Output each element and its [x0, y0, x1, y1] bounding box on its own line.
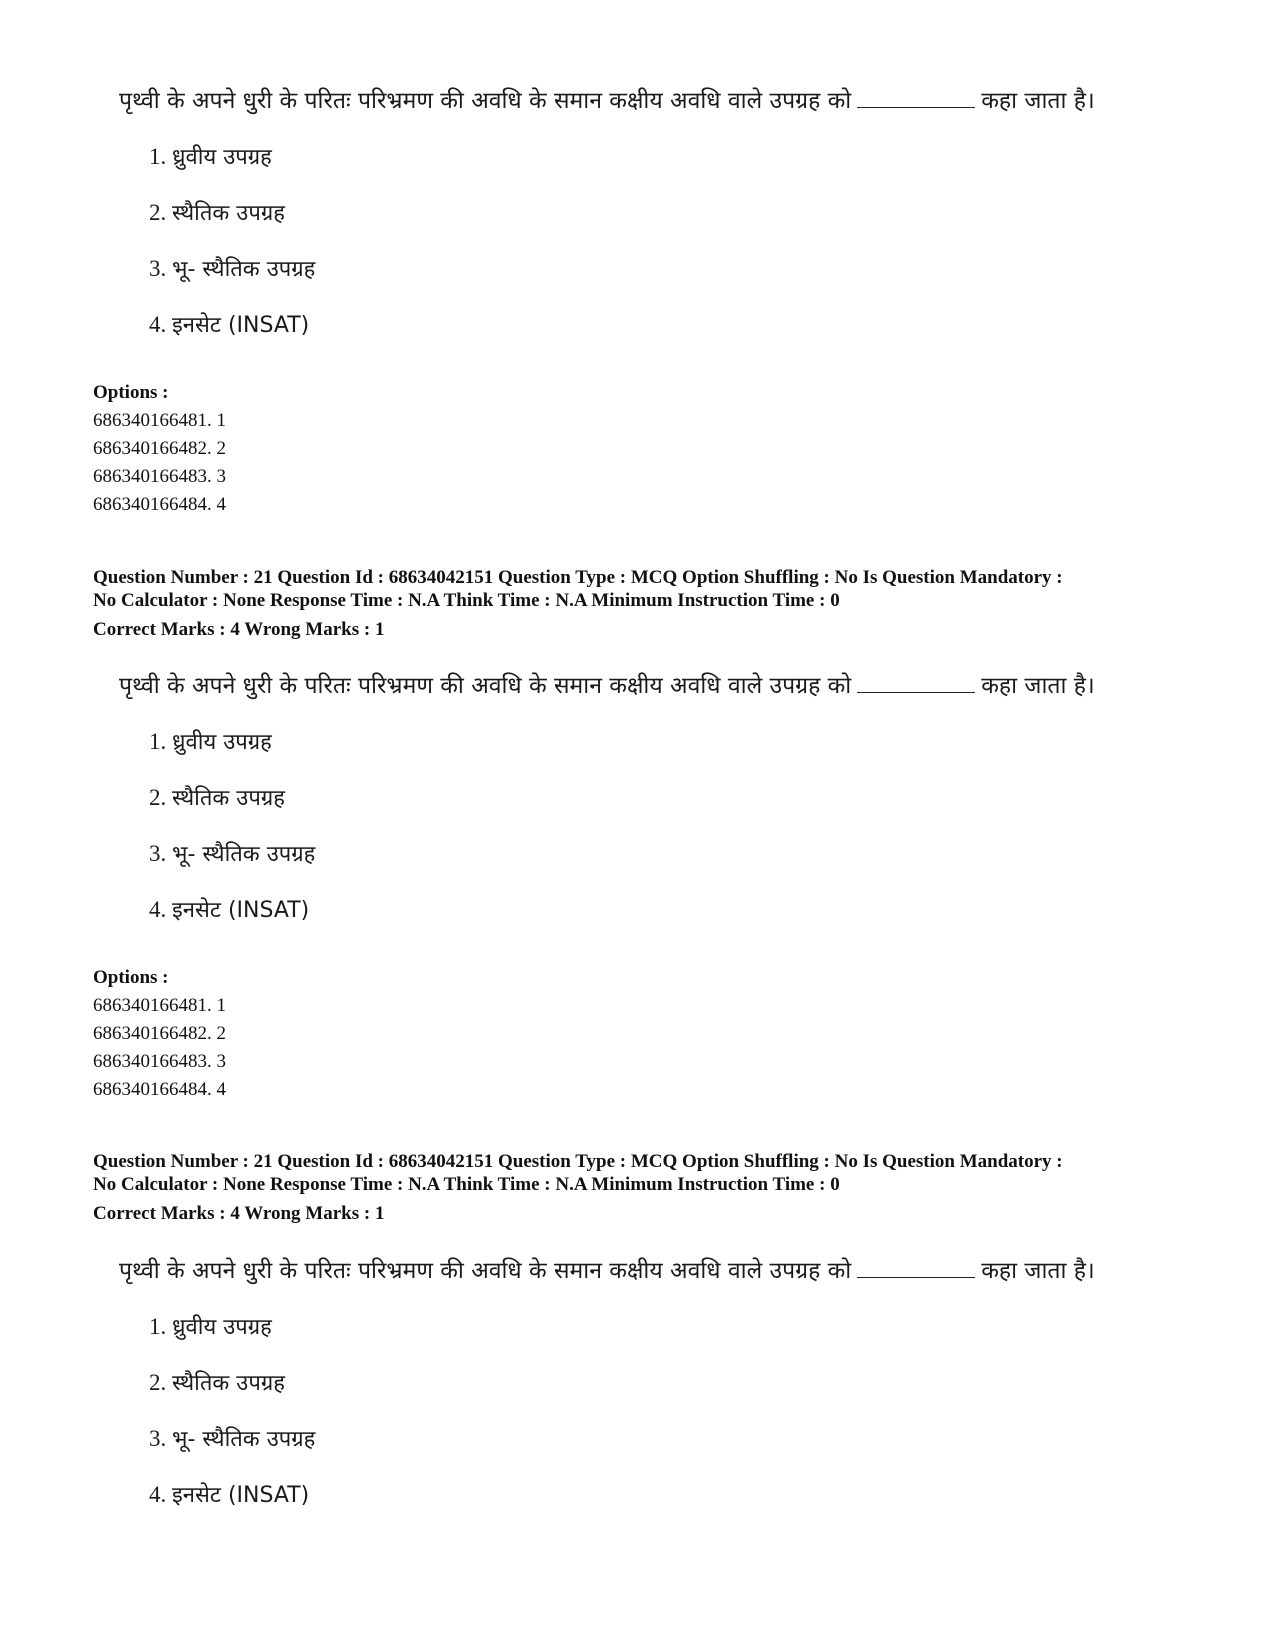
- question-text-before: पृथ्वी के अपने धुरी के परितः परिभ्रमण की अवधि के समान कक्षीय अवधि वाले उपग्रह को: [119, 673, 852, 699]
- question-text: [119, 671, 1095, 701]
- options-label: Options :: [93, 967, 169, 988]
- choice-3: 3. भू- स्थैतिक उपग्रह: [149, 1426, 316, 1452]
- question-text-before: पृथ्वी के अपने धुरी के परितः परिभ्रमण की अवधि के समान कक्षीय अवधि वाले उपग्रह को: [119, 1258, 852, 1284]
- question-meta-line-1: Question Number : 21 Question Id : 68634042151 Question Type : MCQ Option Shuffling : No Is Question Mandatory :: [93, 1151, 1063, 1172]
- option-id-1: 686340166481. 1: [93, 995, 226, 1016]
- answer-blank: [857, 1257, 975, 1278]
- choice-3: 3. भू- स्थैतिक उपग्रह: [149, 841, 316, 867]
- question-text-after: कहा जाता है।: [981, 88, 1095, 114]
- choice-3: 3. भू- स्थैतिक उपग्रह: [149, 256, 316, 282]
- option-id-2: 686340166482. 2: [93, 438, 226, 459]
- question-text: [119, 1256, 1095, 1286]
- marks-line: Correct Marks : 4 Wrong Marks : 1: [93, 619, 385, 640]
- options-label: Options :: [93, 382, 169, 403]
- question-text-after: कहा जाता है।: [981, 1258, 1095, 1284]
- answer-blank: [857, 672, 975, 693]
- choice-4: 4. इनसेट (INSAT): [149, 1482, 310, 1508]
- choice-2: 2. स्थैतिक उपग्रह: [149, 1370, 285, 1396]
- choice-2: 2. स्थैतिक उपग्रह: [149, 785, 285, 811]
- question-text-before: पृथ्वी के अपने धुरी के परितः परिभ्रमण की अवधि के समान कक्षीय अवधि वाले उपग्रह को: [119, 88, 852, 114]
- choice-1: 1. ध्रुवीय उपग्रह: [149, 1314, 272, 1340]
- option-id-4: 686340166484. 4: [93, 494, 226, 515]
- question-meta-line-1: Question Number : 21 Question Id : 68634042151 Question Type : MCQ Option Shuffling : No Is Question Mandatory :: [93, 567, 1063, 588]
- question-text: [119, 86, 1095, 116]
- marks-line: Correct Marks : 4 Wrong Marks : 1: [93, 1203, 385, 1224]
- choice-4: 4. इनसेट (INSAT): [149, 897, 310, 923]
- question-meta-line-2: No Calculator : None Response Time : N.A Think Time : N.A Minimum Instruction Time : 0: [93, 590, 840, 611]
- choice-4: 4. इनसेट (INSAT): [149, 312, 310, 338]
- question-text-after: कहा जाता है।: [981, 673, 1095, 699]
- option-id-2: 686340166482. 2: [93, 1023, 226, 1044]
- answer-blank: [857, 87, 975, 108]
- option-id-3: 686340166483. 3: [93, 466, 226, 487]
- choice-2: 2. स्थैतिक उपग्रह: [149, 200, 285, 226]
- choice-1: 1. ध्रुवीय उपग्रह: [149, 144, 272, 170]
- option-id-1: 686340166481. 1: [93, 410, 226, 431]
- choice-1: 1. ध्रुवीय उपग्रह: [149, 729, 272, 755]
- question-meta-line-2: No Calculator : None Response Time : N.A Think Time : N.A Minimum Instruction Time : 0: [93, 1174, 840, 1195]
- option-id-4: 686340166484. 4: [93, 1079, 226, 1100]
- option-id-3: 686340166483. 3: [93, 1051, 226, 1072]
